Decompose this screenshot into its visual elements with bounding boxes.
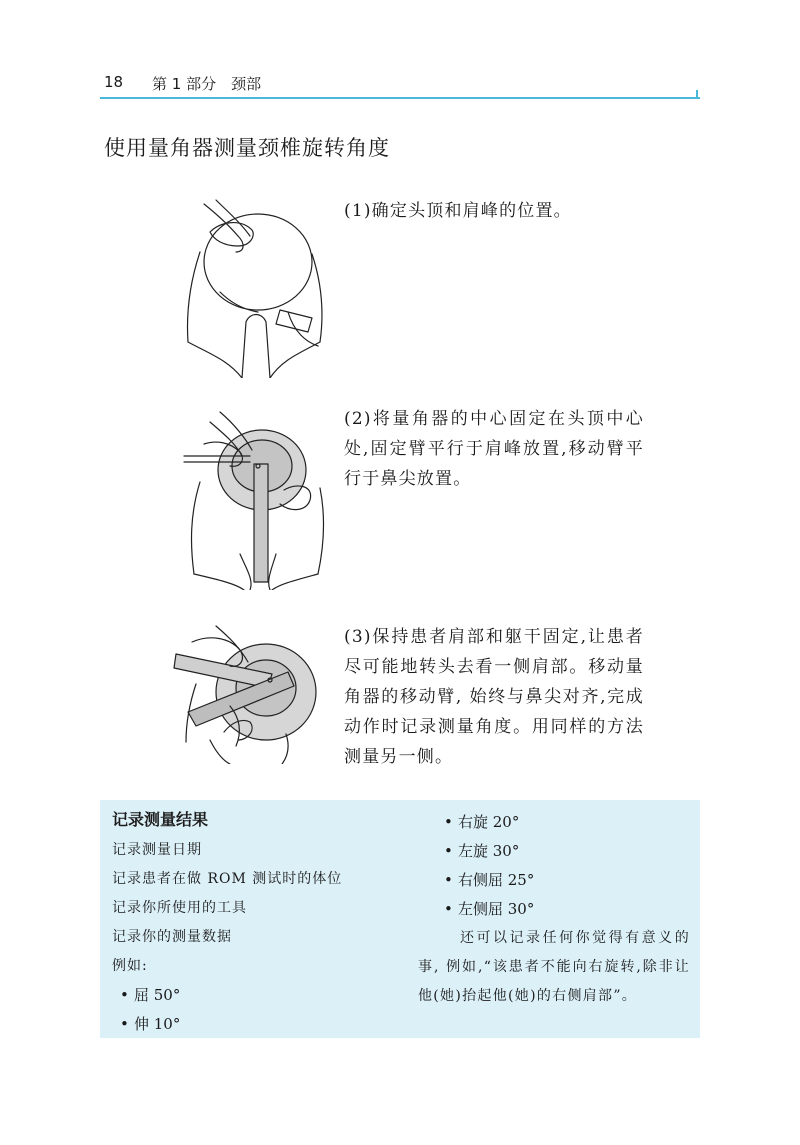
record-box-title: 记录测量结果 bbox=[112, 810, 209, 829]
record-bullet-item: • 左侧屈 30° bbox=[418, 895, 690, 924]
record-right-column bbox=[418, 808, 690, 1011]
record-left-column bbox=[112, 808, 412, 1039]
record-bullet-item: • 右侧屈 25° bbox=[418, 866, 690, 895]
step-3-illustration bbox=[170, 622, 330, 764]
step-3-text: (3)保持患者肩部和躯干固定,让患者尽可能地转头去看一侧肩部。移动量角器的移动臂, 始终与鼻尖对齐,完成动作时记录测量角度。用同样的方法测量另一侧。 bbox=[344, 627, 644, 767]
record-bullet-item: • 左旋 30° bbox=[418, 837, 690, 866]
step-2-text: (2)将量角器的中心固定在头顶中心处,固定臂平行于肩峰放置,移动臂平行于鼻尖放置。 bbox=[344, 409, 644, 489]
record-bullet-item: • 右旋 20° bbox=[418, 808, 690, 837]
record-note: 还可以记录任何你觉得有意义的事, 例如,“该患者不能向右旋转,除非让他(她)抬起他(她)的右侧肩部”。 bbox=[418, 930, 690, 1004]
step-1-illustration bbox=[180, 192, 330, 378]
record-line: 记录测量日期 bbox=[112, 842, 202, 858]
record-line: 例如: bbox=[112, 958, 148, 974]
record-line: 记录你的测量数据 bbox=[112, 929, 232, 945]
record-bullet-item: • 屈 50° bbox=[112, 981, 412, 1010]
header-rule bbox=[100, 97, 700, 99]
record-bullet-item: • 伸 10° bbox=[112, 1010, 412, 1039]
page-title: 使用量角器测量颈椎旋转角度 bbox=[104, 136, 390, 160]
section-label: 第 1 部分 颈部 bbox=[152, 75, 262, 93]
page-number: 18 bbox=[104, 73, 124, 91]
step-1-text: (1)确定头顶和肩峰的位置。 bbox=[344, 201, 572, 221]
record-line: 记录你所使用的工具 bbox=[112, 900, 247, 916]
record-line: 记录患者在做 ROM 测试时的体位 bbox=[112, 871, 343, 887]
record-results-box bbox=[100, 800, 700, 1038]
page-header bbox=[100, 68, 700, 98]
step-2-illustration bbox=[180, 404, 330, 590]
header-rule-tick bbox=[688, 90, 698, 97]
